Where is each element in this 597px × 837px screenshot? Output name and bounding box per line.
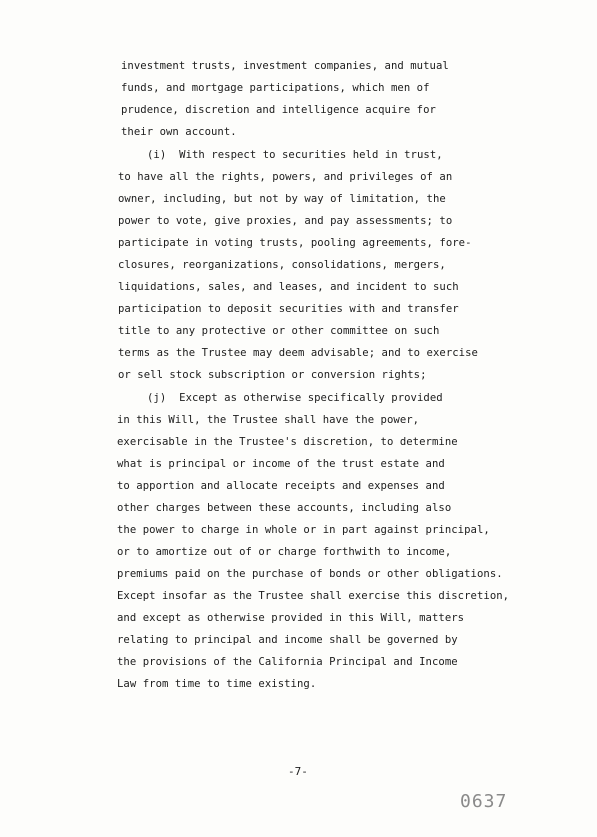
text-line: funds, and mortgage participations, which men of [121,82,430,94]
text-line: what is principal or income of the trust estate and [117,458,445,470]
text-line: title to any protective or other committee on such [118,325,440,337]
text-line: to have all the rights, powers, and privileges of an [118,171,453,183]
text-line: prudence, discretion and intelligence acquire for [121,104,436,116]
text-line: relating to principal and income shall be governed by [117,634,458,646]
text-line: investment trusts, investment companies, and mutual [121,60,449,72]
text-line: (j) Except as otherwise specifically provided [147,392,443,404]
text-line: closures, reorganizations, consolidations, mergers, [118,259,446,271]
text-line: terms as the Trustee may deem advisable; and to exercise [118,347,478,359]
page-number: -7- [288,765,308,778]
text-line: liquidations, sales, and leases, and incident to such [118,281,459,293]
text-line: (i) With respect to securities held in trust, [147,149,443,161]
text-line: Law from time to time existing. [117,678,317,690]
text-line: and except as otherwise provided in this Will, matters [117,612,465,624]
text-line: participate in voting trusts, pooling agreements, fore- [118,237,472,249]
text-line: power to vote, give proxies, and pay assessments; to [118,215,453,227]
text-line: to apportion and allocate receipts and expenses and [117,480,445,492]
text-line: exercisable in the Trustee's discretion, to determine [117,436,458,448]
text-line: their own account. [121,126,237,138]
text-line: the provisions of the California Principal and Income [117,656,458,668]
text-line: in this Will, the Trustee shall have the power, [117,414,420,426]
document-stamp-number: 0637 [460,791,508,812]
text-line: or sell stock subscription or conversion rights; [118,369,427,381]
text-line: owner, including, but not by way of limitation, the [118,193,446,205]
text-line: or to amortize out of or charge forthwith to income, [117,546,452,558]
text-line: participation to deposit securities with and transfer [118,303,459,315]
text-line: Except insofar as the Trustee shall exercise this discretion, [117,590,510,602]
text-line: the power to charge in whole or in part against principal, [117,524,490,536]
text-line: other charges between these accounts, including also [117,502,452,514]
text-line: premiums paid on the purchase of bonds or other obligations. [117,568,503,580]
